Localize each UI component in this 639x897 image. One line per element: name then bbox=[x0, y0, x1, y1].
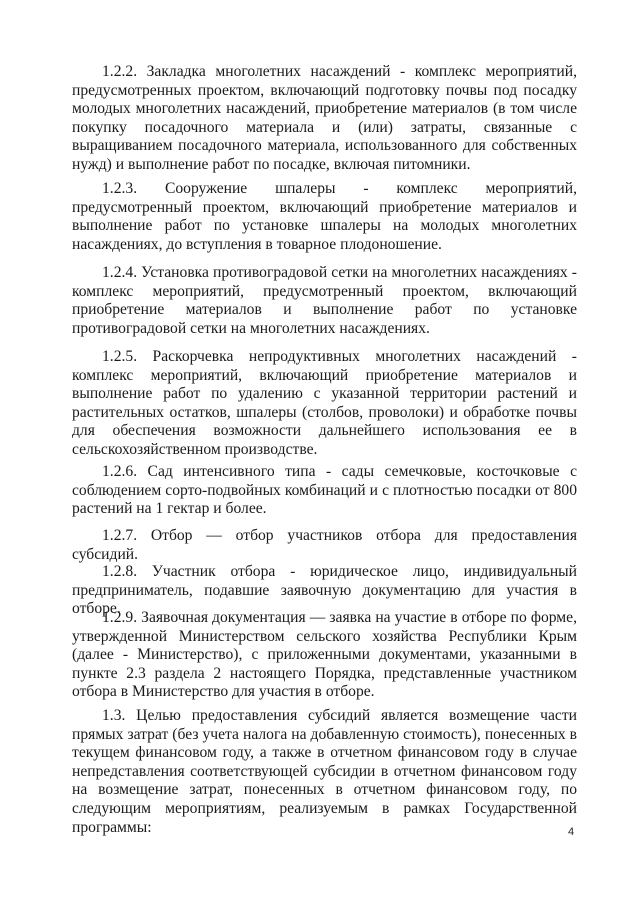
paragraph-1-2-4: 1.2.4. Установка противоградовой сетки на многолетних насаждениях - комплекс мероприятий, предусмотренный проектом, включающий приобретение материалов и выполнение работ по установке противоградовой сетки на многолетних насаждениях. bbox=[72, 264, 577, 337]
page-number: 4 bbox=[568, 826, 575, 838]
paragraph-1-2-2: 1.2.2. Закладка многолетних насаждений - комплекс мероприятий, предусмотренных проектом, включающий подготовку почвы под посадку молодых многолетних насаждений, приобретение материалов (в том числе покупку посадочного материала и (или) затраты, связанные с выращиванием посадочного материала, использованного для собственных нужд) и выполнение работ по посадке, включая питомники. bbox=[72, 63, 577, 173]
paragraph-1-2-6: 1.2.6. Сад интенсивного типа - сады семечковые, косточковые с соблюдением сорто-подвойных комбинаций и с плотностью посадки от 800 растений на 1 гектар и более. bbox=[72, 463, 577, 518]
paragraph-1-2-5: 1.2.5. Раскорчевка непродуктивных многолетних насаждений - комплекс мероприятий, включающий приобретение материалов и выполнение работ по удалению с указанной территории растений и растительных остатков, шпалеры (столбов, проволоки) и обработке почвы для обеспечения возможности дальнейшего использования ее в сельскохозяйственном производстве. bbox=[72, 348, 577, 458]
paragraph-1-2-9: 1.2.9. Заявочная документация — заявка на участие в отборе по форме, утвержденной Министерством сельского хозяйства Республики Крым (далее - Министерство), с приложенными документами, указанными в пункте 2.3 раздела 2 настоящего Порядка, представленные участником отбора в Министерство для участия в отборе. bbox=[72, 609, 577, 701]
paragraph-1-3: 1.3. Целью предоставления субсидий является возмещение части прямых затрат (без учета налога на добавленную стоимость), понесенных в текущем финансовом году, а также в отчетном финансовом году в случае непредставления соответствующей субсидии в отчетном финансовом году на возмещение затрат, понесенных в отчетном финансовом году, по следующим мероприятиям, реализуемым в рамках Государственной программы: bbox=[72, 707, 577, 836]
paragraph-1-2-7: 1.2.7. Отбор — отбор участников отбора для предоставления субсидий. bbox=[72, 527, 577, 563]
paragraph-1-2-3: 1.2.3. Сооружение шпалеры - комплекс мероприятий, предусмотренный проектом, включающий приобретение материалов и выполнение работ по установке шпалеры на молодых многолетних насаждениях, до вступления в товарное плодоношение. bbox=[72, 180, 577, 253]
paragraph-1-2-8: 1.2.8. Участник отбора - юридическое лицо, индивидуальный предприниматель, подавшие заявочную документацию для участия в отборе. bbox=[72, 563, 577, 618]
